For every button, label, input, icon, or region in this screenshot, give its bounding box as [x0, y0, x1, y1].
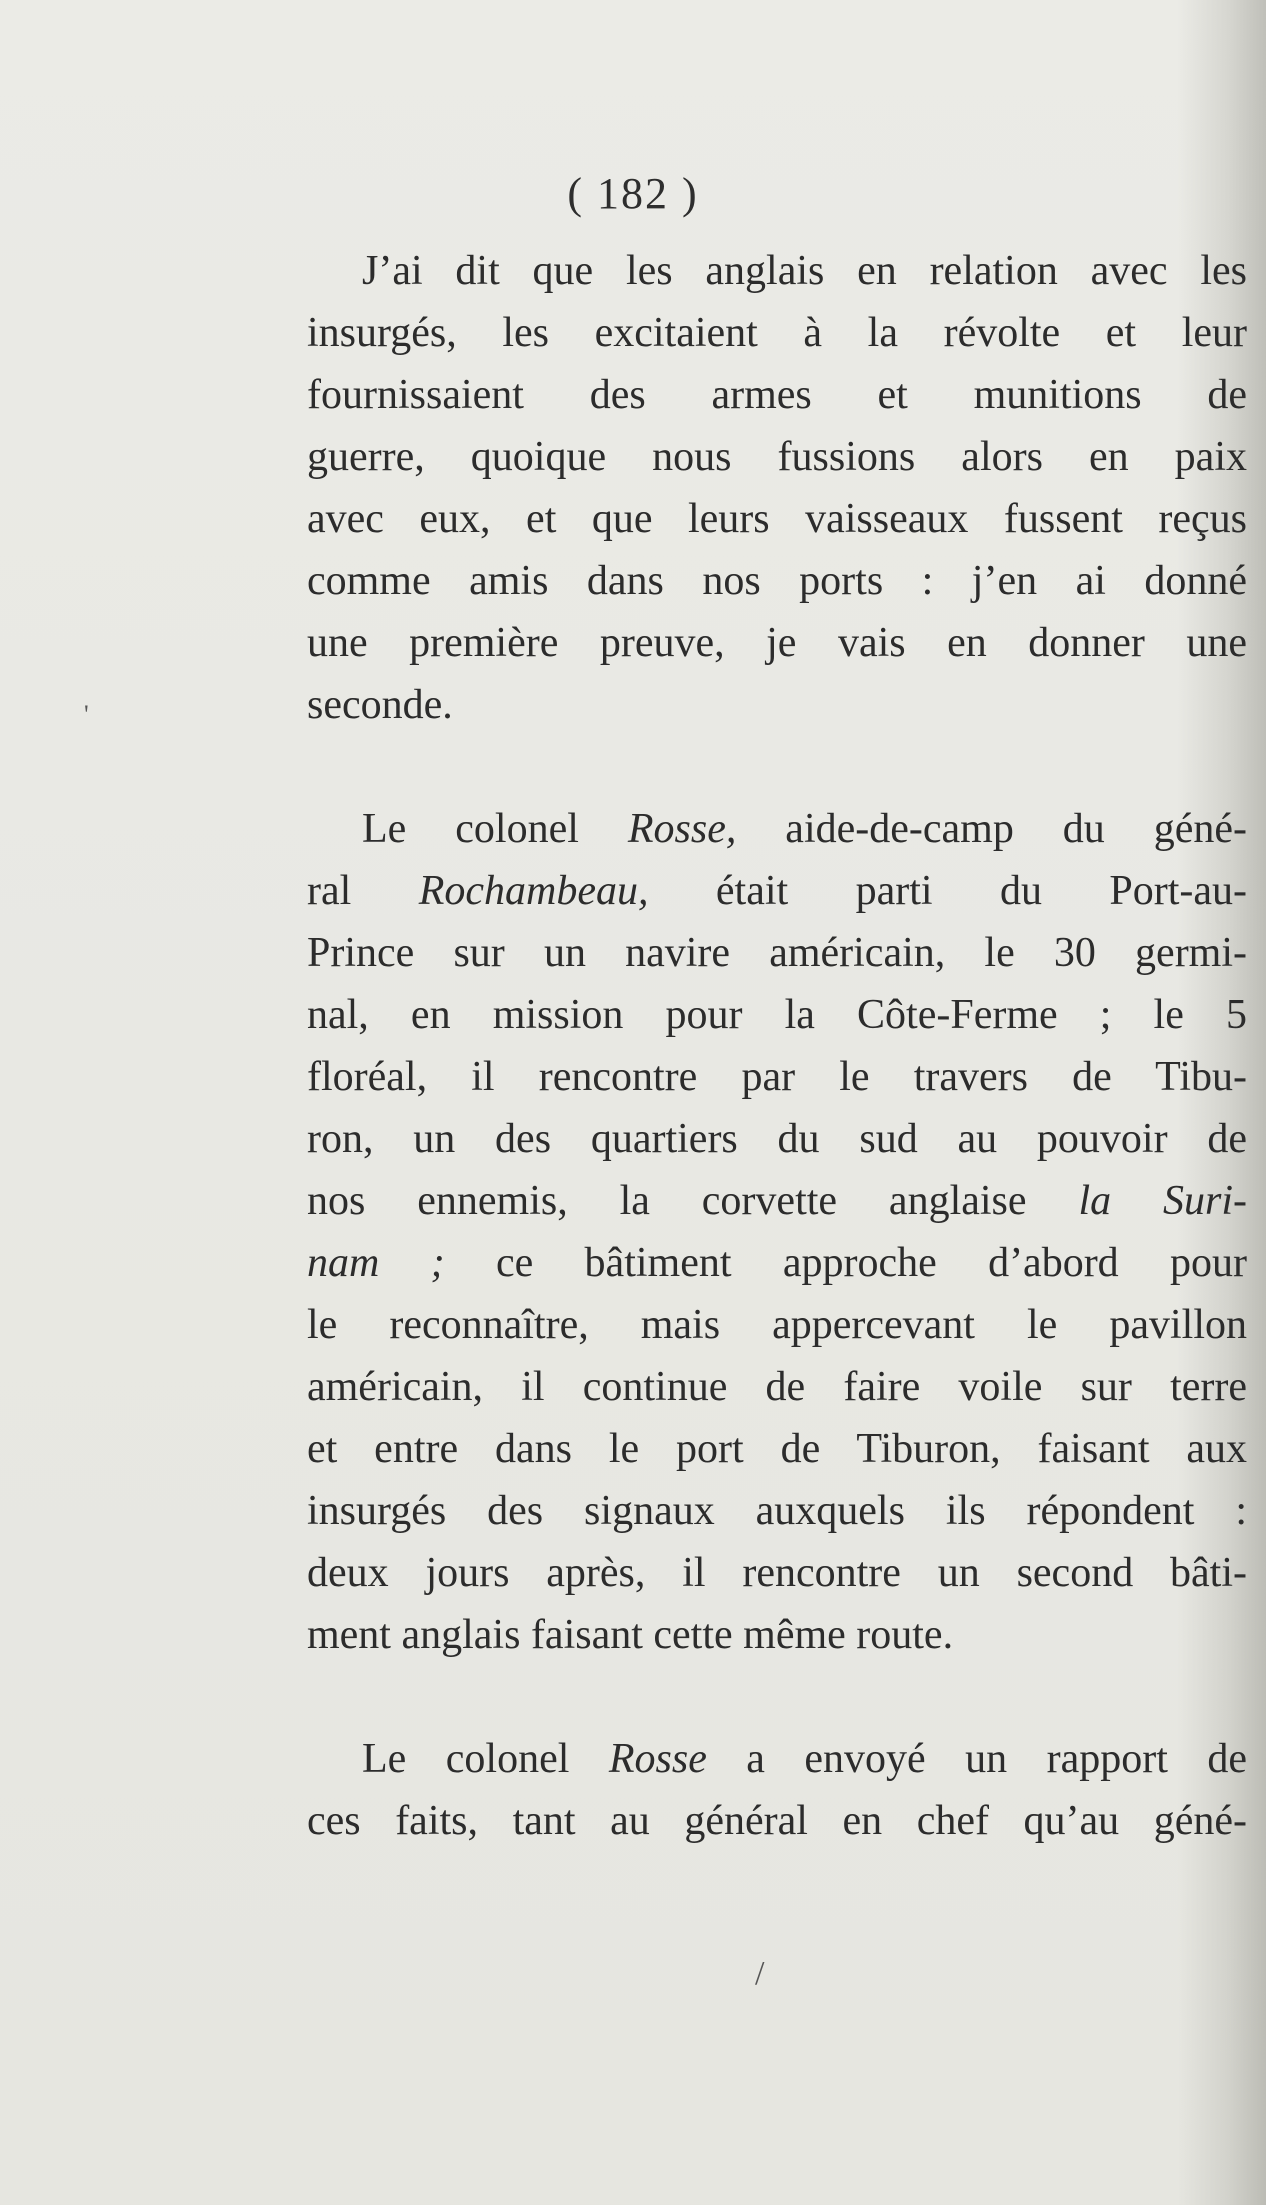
text-line: une première preuve, je vais en donner une	[307, 620, 1247, 666]
text-line: ces faits, tant au général en chef qu’au géné-	[307, 1798, 1247, 1844]
paragraph-gap	[307, 1666, 1247, 1728]
text-line: comme amis dans nos ports : j’en ai donné	[307, 558, 1247, 604]
italic-name: Rosse,	[627, 806, 737, 852]
text-line: floréal, il rencontre par le travers de Tibu-	[307, 1054, 1247, 1100]
text-line: Le colonel Rosse a envoyé un rapport de	[362, 1736, 1247, 1782]
text-line: deux jours après, il rencontre un second bâti-	[307, 1550, 1247, 1596]
text-line: fournissaient des armes et munitions de	[307, 372, 1247, 418]
text-line: guerre, quoique nous fussions alors en paix	[307, 434, 1247, 480]
italic-name: Rosse	[608, 1736, 707, 1782]
italic-name: nam ;	[307, 1240, 445, 1286]
paragraph-3	[307, 1728, 1247, 1852]
text-line: américain, il continue de faire voile sur terre	[307, 1364, 1247, 1410]
stray-mark: '	[84, 700, 89, 729]
text-line: avec eux, et que leurs vaisseaux fussent reçus	[307, 496, 1247, 542]
italic-name: la Suri-	[1078, 1178, 1247, 1224]
text-line: insurgés des signaux auxquels ils répondent :	[307, 1488, 1247, 1534]
text-line: ral Rochambeau, était parti du Port-au-	[307, 868, 1247, 914]
text-line: ron, un des quartiers du sud au pouvoir de	[307, 1116, 1247, 1162]
text-line: insurgés, les excitaient à la révolte et leur	[307, 310, 1247, 356]
body-text	[307, 240, 1247, 1852]
text-line: et entre dans le port de Tiburon, faisant aux	[307, 1426, 1247, 1472]
paragraph-2	[307, 798, 1247, 1666]
text-line: J’ai dit que les anglais en relation avec les	[362, 248, 1247, 294]
text-line: nos ennemis, la corvette anglaise la Suri-	[307, 1178, 1247, 1224]
text-line: Le colonel Rosse, aide-de-camp du géné-	[362, 806, 1248, 852]
text-line: nam ; ce bâtiment approche d’abord pour	[307, 1240, 1247, 1286]
text-line: Prince sur un navire américain, le 30 germi-	[307, 930, 1247, 976]
page-number: ( 182 )	[567, 169, 699, 218]
paragraph-1	[307, 240, 1247, 736]
text-line: seconde.	[307, 682, 453, 728]
text-line: le reconnaître, mais appercevant le pavillon	[307, 1302, 1247, 1348]
stray-mark: /	[755, 1955, 765, 1992]
text-line: nal, en mission pour la Côte-Ferme ; le 5	[307, 992, 1247, 1038]
italic-name: Rochambeau,	[418, 868, 649, 914]
text-line: ment anglais faisant cette même route.	[307, 1612, 954, 1658]
paragraph-gap	[307, 736, 1247, 798]
